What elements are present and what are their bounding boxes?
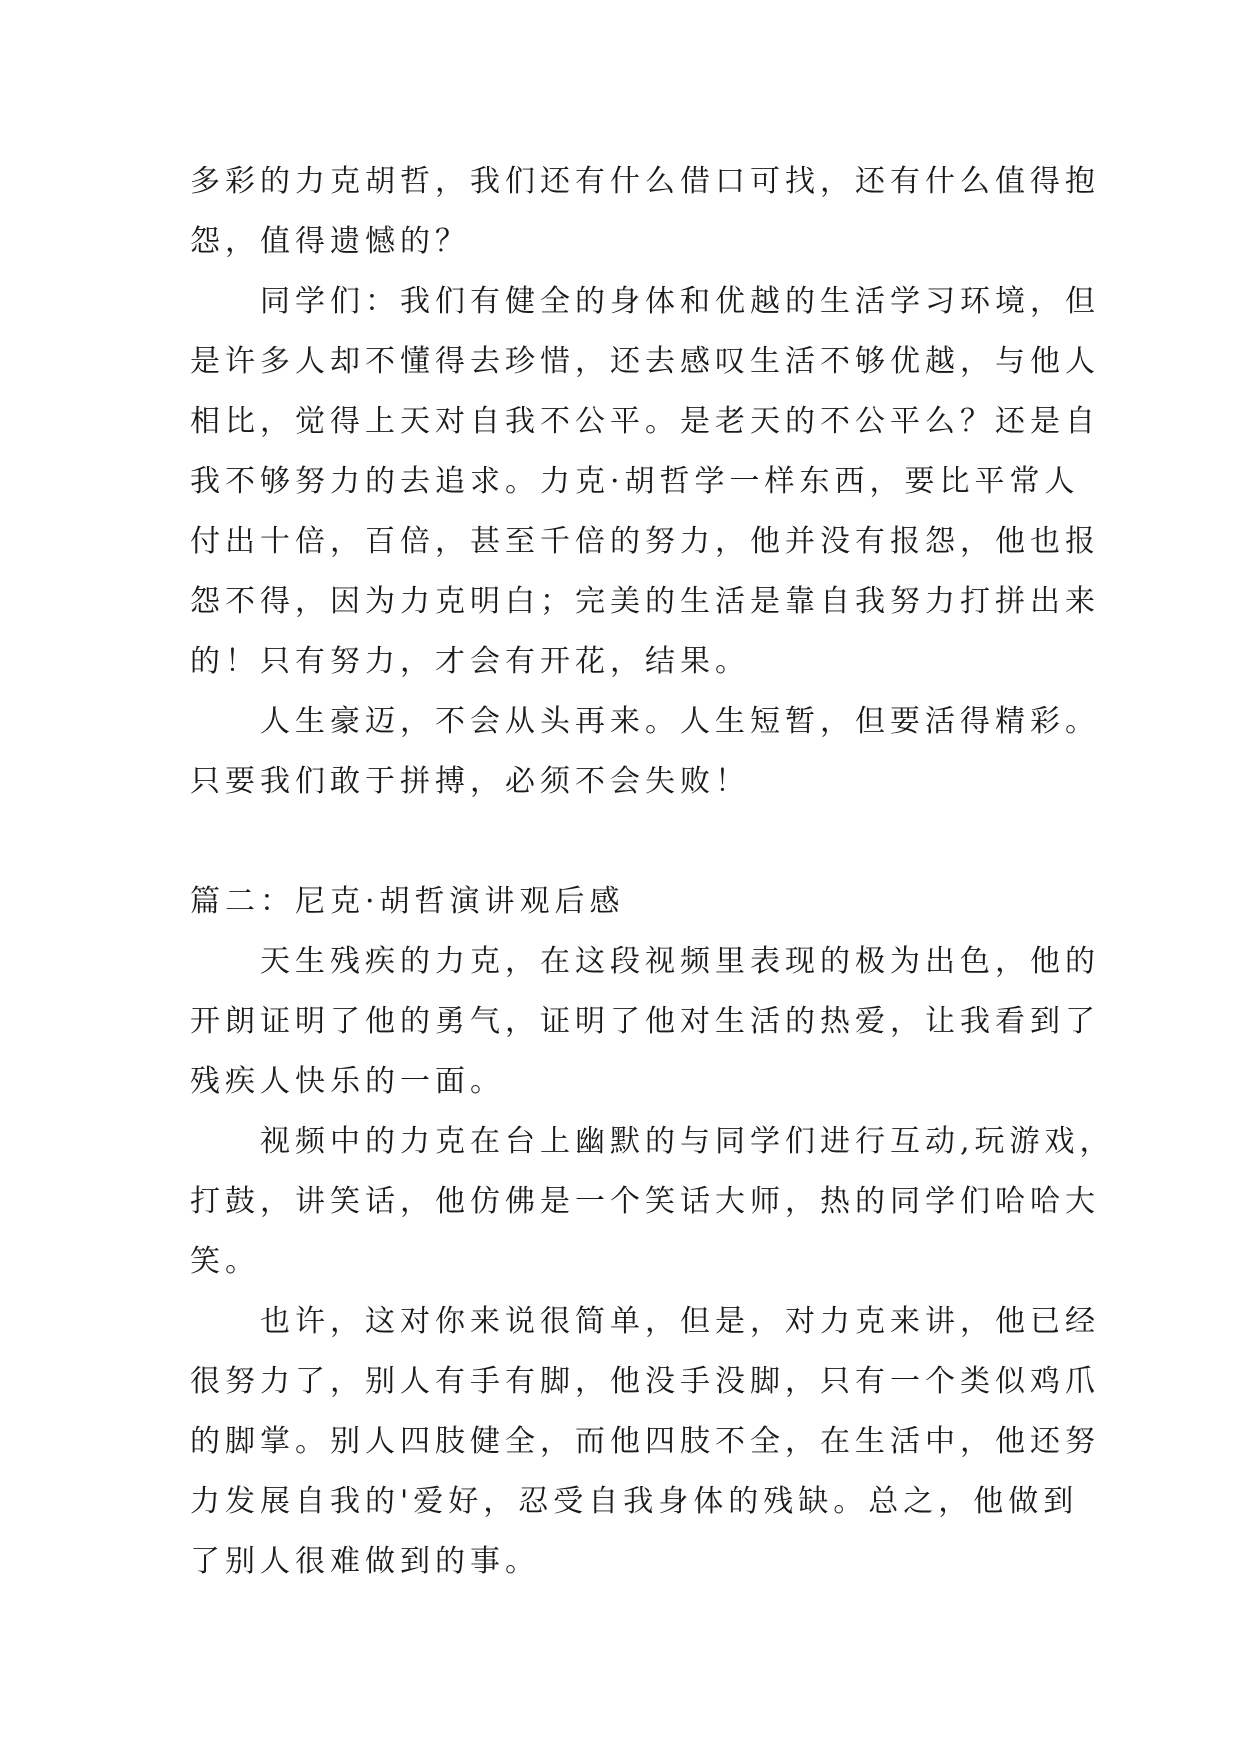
text-line: 开朗证明了他的勇气，证明了他对生活的热爱，让我看到了	[190, 1004, 1100, 1039]
text-line: 多彩的力克胡哲，我们还有什么借口可找，还有什么值得抱	[190, 164, 1100, 199]
text-line: 残疾人快乐的一面。	[190, 1064, 505, 1099]
text-line: 力发展自我的'爱好，忍受自我身体的残缺。总之，他做到	[190, 1484, 1079, 1519]
text-line: 也许，这对你来说很简单，但是，对力克来讲，他已经	[190, 1304, 1100, 1339]
text-line: 视频中的力克在台上幽默的与同学们进行互动,玩游戏，	[190, 1124, 1115, 1159]
text-line: 我不够努力的去追求。力克·胡哲学一样东西，要比平常人	[190, 464, 1080, 499]
section-spacer	[190, 812, 1090, 872]
text-line: 打鼓，讲笑话，他仿佛是一个笑话大师，热的同学们哈哈大	[190, 1184, 1100, 1219]
text-line: 付出十倍，百倍，甚至千倍的努力，他并没有报怨，他也报	[190, 524, 1100, 559]
text-line: 了别人很难做到的事。	[190, 1544, 540, 1579]
text-line: 怨，值得遗憾的？	[190, 224, 470, 259]
text-line: 同学们：我们有健全的身体和优越的生活学习环境，但	[190, 284, 1100, 319]
text-line: 是许多人却不懂得去珍惜，还去感叹生活不够优越，与他人	[190, 344, 1100, 379]
text-line: 的脚掌。别人四肢健全，而他四肢不全，在生活中，他还努	[190, 1424, 1100, 1459]
section-heading: 篇二：尼克·胡哲演讲观后感	[190, 884, 625, 919]
text-line: 天生残疾的力克，在这段视频里表现的极为出色，他的	[190, 944, 1100, 979]
text-line: 相比，觉得上天对自我不公平。是老天的不公平么？还是自	[190, 404, 1100, 439]
text-line: 只要我们敢于拼搏，必须不会失败！	[190, 764, 750, 799]
text-line: 怨不得，因为力克明白；完美的生活是靠自我努力打拼出来	[190, 584, 1100, 619]
document-body	[190, 152, 1115, 1592]
text-line: 笑。	[190, 1244, 260, 1279]
text-line: 人生豪迈，不会从头再来。人生短暂，但要活得精彩。	[190, 704, 1100, 739]
text-line: 很努力了，别人有手有脚，他没手没脚，只有一个类似鸡爪	[190, 1364, 1100, 1399]
text-line: 的！只有努力，才会有开花，结果。	[190, 644, 750, 679]
